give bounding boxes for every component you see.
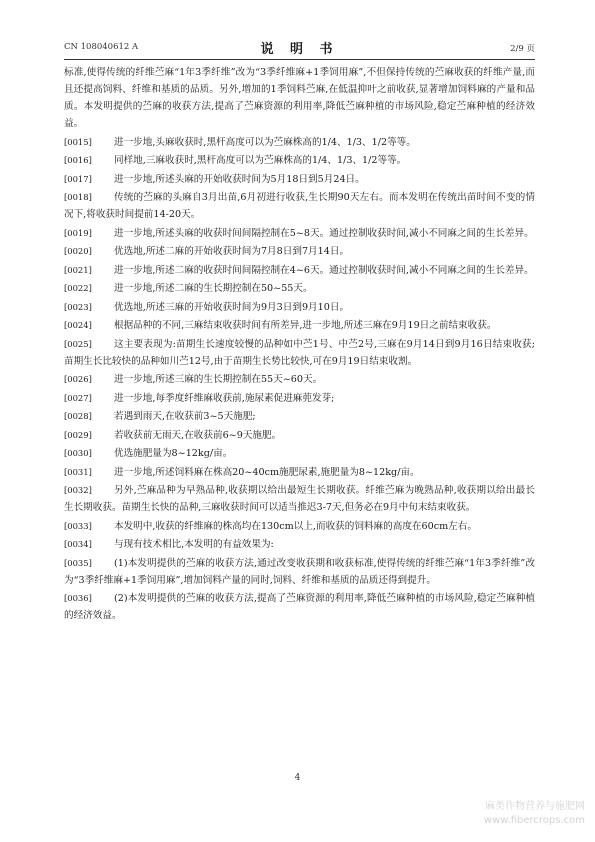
paragraph-text: (1)本发明提供的苎麻的收获方法,通过改变收获期和收获标准,使得传统的纤维苎麻“1年3季纤维”改为“3季纤维麻+1季饲用麻”,增加饲料产量的同时,饲料、纤维和基质的品质还得到提升。 (64, 557, 535, 586)
paragraph-number: [0023] (64, 301, 92, 312)
document-body (64, 64, 535, 626)
paragraph-number: [0019] (64, 227, 92, 238)
paragraph-text: 进一步地,所述二麻的收获时间间隔控制在4~6天。通过控制收获时间,减小不同麻之间的生长差异。 (114, 264, 534, 276)
page-header (64, 38, 535, 58)
numbered-paragraph (64, 317, 535, 334)
paragraph-text: 进一步地,所述头麻的收获时间间隔控制在5~8天。通过控制收获时间,减小不同麻之间的生长差异。 (114, 227, 534, 239)
paragraph-text: 同样地,三麻收获时,黑杆高度可以为苎麻株高的1/4、1/3、1/2等等。 (114, 155, 407, 166)
paragraph-number: [0032] (64, 485, 92, 495)
page-number: 4 (294, 773, 301, 783)
header-divider (64, 59, 535, 60)
paragraph-text: 标准,使得传统的纤维苎麻“1年3季纤维”改为“3季纤维麻+1季饲用麻”,不但保持传统的苎麻收获的纤维产量,而且还提高饲料、纤维和基质的品质。另外,增加的1季饲料苎麻,在低温抑叶之前收获,显著增加饲料麻的产量和品质。本发明提供的苎麻的收获方法,提高了苎麻资源的利用率,降低苎麻种植的市场风险,稳定苎麻种植的经济效益。 (64, 67, 535, 129)
paragraph-number: [0028] (64, 411, 92, 421)
paragraph-text: 进一步地,头麻收获时,黑杆高度可以为苎麻株高的1/4、1/3、1/2等等。 (114, 136, 416, 148)
paragraph-number: [0030] (64, 448, 92, 458)
numbered-paragraph (64, 536, 535, 553)
paragraph-number: [0021] (64, 264, 92, 275)
paragraph-text: 若收获前无雨天,在收获前6~9天施肥。 (114, 429, 282, 441)
paragraph-number: [0020] (64, 246, 92, 256)
numbered-paragraph (64, 171, 535, 188)
page-indicator: 2/9 页 (510, 44, 535, 54)
watermark-name: 麻类作物营养与施肥网 (485, 801, 585, 812)
paragraph-number: [0027] (64, 392, 92, 403)
numbered-paragraph (64, 189, 535, 223)
paragraph-number: [0016] (64, 155, 92, 165)
numbered-paragraph (64, 243, 535, 260)
paragraph-text: 进一步地,所述头麻的开始收获时间为5月18日到5月24日。 (114, 173, 365, 185)
paragraph-text: (2)本发明提供的苎麻的收获方法,提高了苎麻资源的利用率,降低苎麻种植的市场风险,稳定苎麻种植的经济效益。 (64, 593, 535, 621)
numbered-paragraph (64, 262, 535, 279)
numbered-paragraph (64, 518, 535, 535)
numbered-paragraph (64, 390, 535, 407)
numbered-paragraph (64, 134, 535, 151)
watermark-url: www.fibercrops.com (483, 815, 585, 826)
paragraph-text: 优选施肥量为8~12kg/亩。 (114, 448, 233, 459)
continuation-paragraph (64, 64, 535, 132)
paragraph-text: 另外,苎麻品种为早熟品种,收获期以给出最短生长期收获。纤维苎麻为晚熟品种,收获期以给出最长生长期收获。苗期生长快的品种,三麻收获时间可以适当推迟3-7天,但务必在9月中旬末结束收获。 (64, 485, 535, 513)
numbered-paragraph (64, 371, 535, 388)
paragraph-number: [0029] (64, 429, 92, 440)
paragraph-text: 若遇到雨天,在收获前3~5天施肥; (114, 411, 256, 422)
numbered-paragraph (64, 280, 535, 297)
paragraph-text: 传统的苎麻的头麻自3月出苗,6月初进行收获,生长期90天左右。而本发明在传统出苗时间不变的情况下,将收获时间提前14-20天。 (64, 192, 535, 220)
paragraph-number: [0017] (64, 173, 92, 184)
paragraph-number: [0022] (64, 283, 92, 293)
numbered-paragraph (64, 590, 535, 624)
numbered-paragraph (64, 482, 535, 516)
numbered-paragraph (64, 299, 535, 316)
paragraph-number: [0035] (64, 557, 92, 568)
paragraph-number: [0015] (64, 136, 92, 147)
numbered-paragraph (64, 152, 535, 169)
patent-number: CN 108040612 A (64, 42, 139, 52)
paragraph-text: 与现有技术相比,本发明的有益效果为: (114, 539, 274, 550)
paragraph-text: 本发明中,收获的纤维麻的株高均在130cm以上,而收获的饲料麻的高度在60cm左右。 (114, 520, 477, 532)
site-watermark (484, 800, 585, 828)
paragraph-number: [0025] (64, 338, 92, 349)
paragraph-text: 进一步地,所述二麻的生长期控制在50~55天。 (114, 283, 313, 294)
numbered-paragraph (64, 408, 535, 425)
paragraph-text: 进一步地,所述三麻的生长期控制在55天~60天。 (114, 374, 323, 385)
paragraph-number: [0034] (64, 539, 92, 549)
paragraph-number: [0024] (64, 320, 92, 330)
numbered-paragraph (64, 555, 535, 589)
numbered-paragraph (64, 336, 535, 370)
paragraph-text: 进一步地,所述饲料麻在株高20~40cm施肥尿素,施肥量为8~12kg/亩。 (114, 466, 420, 478)
paragraph-number: [0018] (64, 192, 92, 202)
paragraph-text: 优选地,所述二麻的开始收获时间为7月8日到7月14日。 (114, 246, 350, 257)
paragraph-text: 这主要表现为:苗期生长速度较慢的品种如中苎1号、中苎2号,三麻在9月14日到9月16日结束收获;苗期生长比较快的品种如川苎12号,由于苗期生长势比较快,可在9月19日结束收割。 (64, 338, 535, 367)
paragraph-number: [0036] (64, 593, 92, 603)
paragraph-text: 优选地,所述三麻的开始收获时间为9月3日到9月10日。 (114, 301, 350, 313)
numbered-paragraph (64, 427, 535, 444)
numbered-paragraph (64, 464, 535, 481)
numbered-paragraph (64, 225, 535, 242)
paragraph-text: 根据品种的不同,三麻结束收获时间有所差异,进一步地,所述三麻在9月19日之前结束收获。 (114, 320, 497, 331)
paragraph-number: [0031] (64, 466, 92, 477)
paragraph-number: [0026] (64, 374, 92, 384)
paragraph-text: 进一步地,每季度纤维麻收获前,施尿素促进麻蔸发芽; (114, 392, 335, 404)
document-title: 说 明 书 (260, 42, 339, 57)
numbered-paragraph (64, 445, 535, 462)
paragraph-number: [0033] (64, 520, 92, 531)
